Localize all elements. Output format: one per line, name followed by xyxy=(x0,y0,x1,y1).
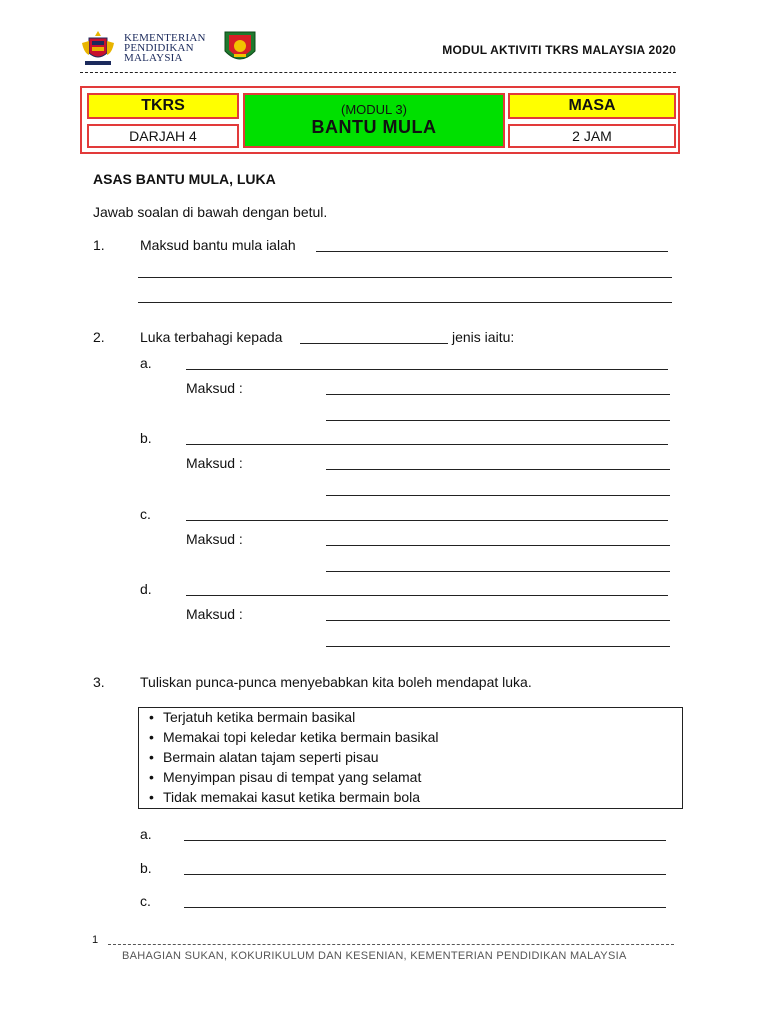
q2-maksud-label: Maksud : xyxy=(186,606,243,622)
q2-maksud-line[interactable] xyxy=(326,571,670,572)
q2-count-blank[interactable] xyxy=(300,343,448,344)
footer-text: BAHAGIAN SUKAN, KOKURIKULUM DAN KESENIAN, KEMENTERIAN PENDIDIKAN MALAYSIA xyxy=(122,950,627,962)
header-logos xyxy=(80,28,258,68)
q2-item-answer-line[interactable] xyxy=(186,595,668,596)
footer-divider xyxy=(108,944,674,945)
q1-text: Maksud bantu mula ialah xyxy=(140,237,296,253)
module-info-box xyxy=(80,86,680,154)
q2-item-answer-line[interactable] xyxy=(186,369,668,370)
q1-number: 1. xyxy=(93,237,105,253)
q2-maksud-line[interactable] xyxy=(326,620,670,621)
header-divider xyxy=(80,72,676,73)
q2-maksud-line[interactable] xyxy=(326,646,670,647)
q3-option: • Terjatuh ketika bermain basikal xyxy=(163,709,355,725)
q1-answer-line[interactable] xyxy=(316,251,668,252)
module-title: BANTU MULA xyxy=(311,116,437,137)
q3-number: 3. xyxy=(93,674,105,690)
q3-option: • Memakai topi keledar ketika bermain basikal xyxy=(163,729,438,745)
q2-maksud-label: Maksud : xyxy=(186,531,243,547)
q3-answer-line[interactable] xyxy=(184,874,666,875)
q2-text-after: jenis iaitu: xyxy=(452,329,515,345)
q3-answer-letter: b. xyxy=(140,860,152,876)
instruction-text: Jawab soalan di bawah dengan betul. xyxy=(93,204,328,220)
page-number: 1 xyxy=(92,934,99,946)
q2-maksud-line[interactable] xyxy=(326,469,670,470)
tkrs-label: TKRS xyxy=(87,93,239,119)
time-value: 2 JAM xyxy=(508,124,676,148)
module-header-title: MODUL AKTIVITI TKRS MALAYSIA 2020 xyxy=(442,43,676,57)
module-title-cell xyxy=(243,93,505,148)
q3-option: • Bermain alatan tajam seperti pisau xyxy=(163,749,379,765)
module-number: (MODUL 3) xyxy=(341,101,407,117)
q3-text: Tuliskan punca-punca menyebabkan kita boleh mendapat luka. xyxy=(140,674,532,690)
q2-item-letter: c. xyxy=(140,506,151,522)
q2-item-answer-line[interactable] xyxy=(186,444,668,445)
q1-answer-line[interactable] xyxy=(138,302,672,303)
q2-maksud-line[interactable] xyxy=(326,394,670,395)
q3-answer-letter: c. xyxy=(140,893,151,909)
q1-answer-line[interactable] xyxy=(138,277,672,278)
q3-answer-line[interactable] xyxy=(184,840,666,841)
q2-text-before: Luka terbahagi kepada xyxy=(140,329,283,345)
q2-item-letter: a. xyxy=(140,355,152,371)
q2-maksud-line[interactable] xyxy=(326,420,670,421)
q2-item-answer-line[interactable] xyxy=(186,520,668,521)
section-title: ASAS BANTU MULA, LUKA xyxy=(93,171,276,187)
q3-answer-letter: a. xyxy=(140,826,152,842)
q3-answer-line[interactable] xyxy=(184,907,666,908)
q2-item-letter: b. xyxy=(140,430,152,446)
q3-option: • Tidak memakai kasut ketika bermain bola xyxy=(163,789,420,805)
ministry-name: KEMENTERIAN PENDIDIKAN MALAYSIA xyxy=(124,32,206,64)
class-value: DARJAH 4 xyxy=(87,124,239,148)
q2-maksud-line[interactable] xyxy=(326,545,670,546)
tkrs-logo-icon xyxy=(222,29,258,67)
q3-options-box xyxy=(138,707,683,809)
malaysia-crest-icon xyxy=(80,29,116,67)
q2-maksud-label: Maksud : xyxy=(186,380,243,396)
q2-maksud-label: Maksud : xyxy=(186,455,243,471)
q3-option: • Menyimpan pisau di tempat yang selamat xyxy=(163,769,421,785)
time-label: MASA xyxy=(508,93,676,119)
q2-item-letter: d. xyxy=(140,581,152,597)
q2-maksud-line[interactable] xyxy=(326,495,670,496)
q2-number: 2. xyxy=(93,329,105,345)
